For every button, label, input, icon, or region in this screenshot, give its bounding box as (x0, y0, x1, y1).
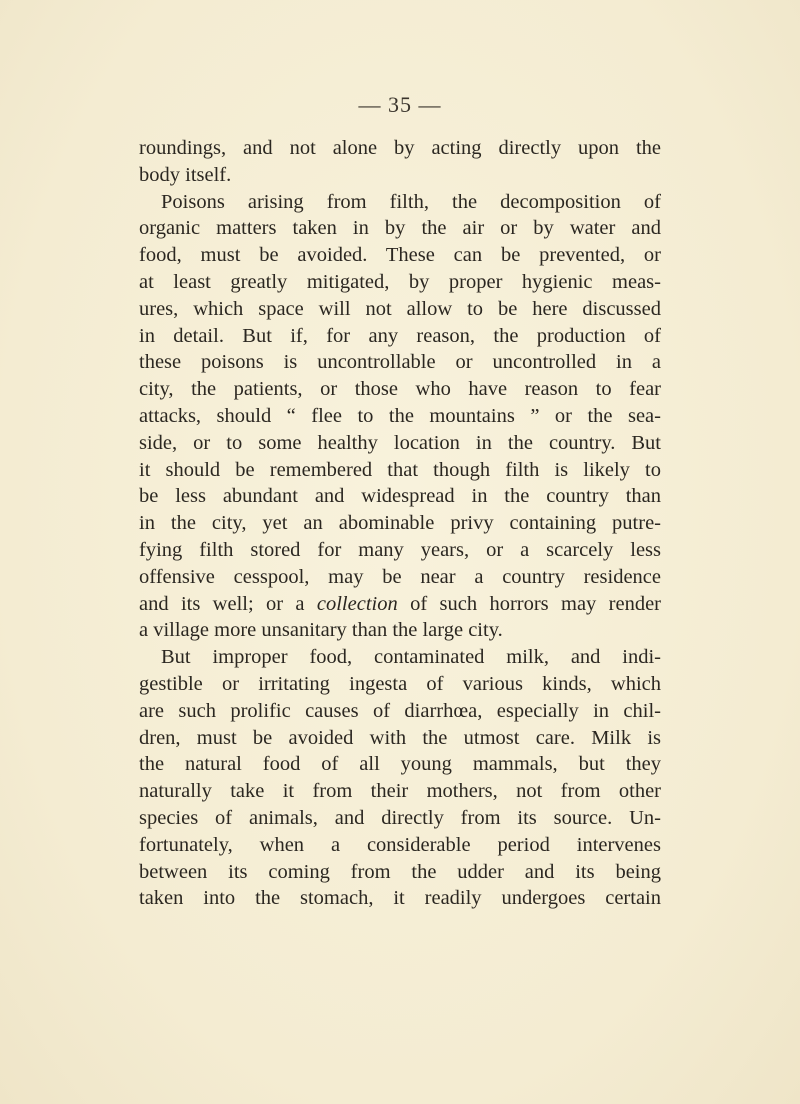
paragraph-start-line: But improper food, contaminated milk, and indi- (161, 646, 661, 669)
text-line: taken into the stomach, it readily undergoes certain (139, 887, 661, 910)
text-line: fortunately, when a considerable period intervenes (139, 833, 661, 856)
text-line: food, must be avoided. These can be prevented, or (139, 244, 661, 267)
text-line: a village more unsanitary than the large city. (139, 619, 503, 642)
text-segment: of such horrors may render (397, 592, 661, 615)
text-line: in detail. But if, for any reason, the production of (139, 324, 661, 347)
text-line: the natural food of all young mammals, but they (139, 753, 661, 776)
text-line: side, or to some healthy location in the country. But (139, 431, 661, 454)
text-line: it should be remembered that though filth is likely to (139, 458, 661, 481)
text-line: in the city, yet an abominable privy containing putre- (139, 512, 661, 535)
text-line: gestible or irritating ingesta of various kinds, which (139, 672, 661, 695)
text-segment: and its well; or a (139, 592, 317, 615)
text-line: be less abundant and widespread in the country than (139, 485, 661, 508)
text-line: ures, which space will not allow to be here discussed (139, 297, 661, 320)
text-line: at least greatly mitigated, by proper hygienic meas- (139, 270, 661, 293)
body-text (139, 135, 661, 912)
page-number: — 35 — (358, 92, 442, 117)
text-line: species of animals, and directly from its source. Un- (139, 806, 661, 829)
text-line: offensive cesspool, may be near a country residence (139, 565, 661, 588)
text-line: body itself. (139, 163, 232, 186)
text-line: attacks, should “ flee to the mountains ” or the sea- (139, 404, 661, 427)
text-line: dren, must be avoided with the utmost care. Milk is (139, 726, 661, 749)
text-line: naturally take it from their mothers, not from other (139, 780, 661, 803)
text-line: organic matters taken in by the air or by water and (139, 217, 661, 240)
text-line: these poisons is uncontrollable or uncontrolled in a (139, 351, 661, 374)
text-line: fying filth stored for many years, or a scarcely less (139, 538, 661, 561)
text-line-with-italic (139, 591, 661, 618)
text-line: roundings, and not alone by acting directly upon the (139, 137, 661, 159)
italic-word: collection (316, 592, 398, 615)
text-line: are such prolific causes of diarrhœa, especially in chil- (139, 699, 661, 722)
paragraph-start-line: Poisons arising from filth, the decomposition of (161, 190, 661, 213)
text-line: city, the patients, or those who have reason to fear (139, 378, 661, 401)
text-line: between its coming from the udder and its being (139, 860, 661, 883)
